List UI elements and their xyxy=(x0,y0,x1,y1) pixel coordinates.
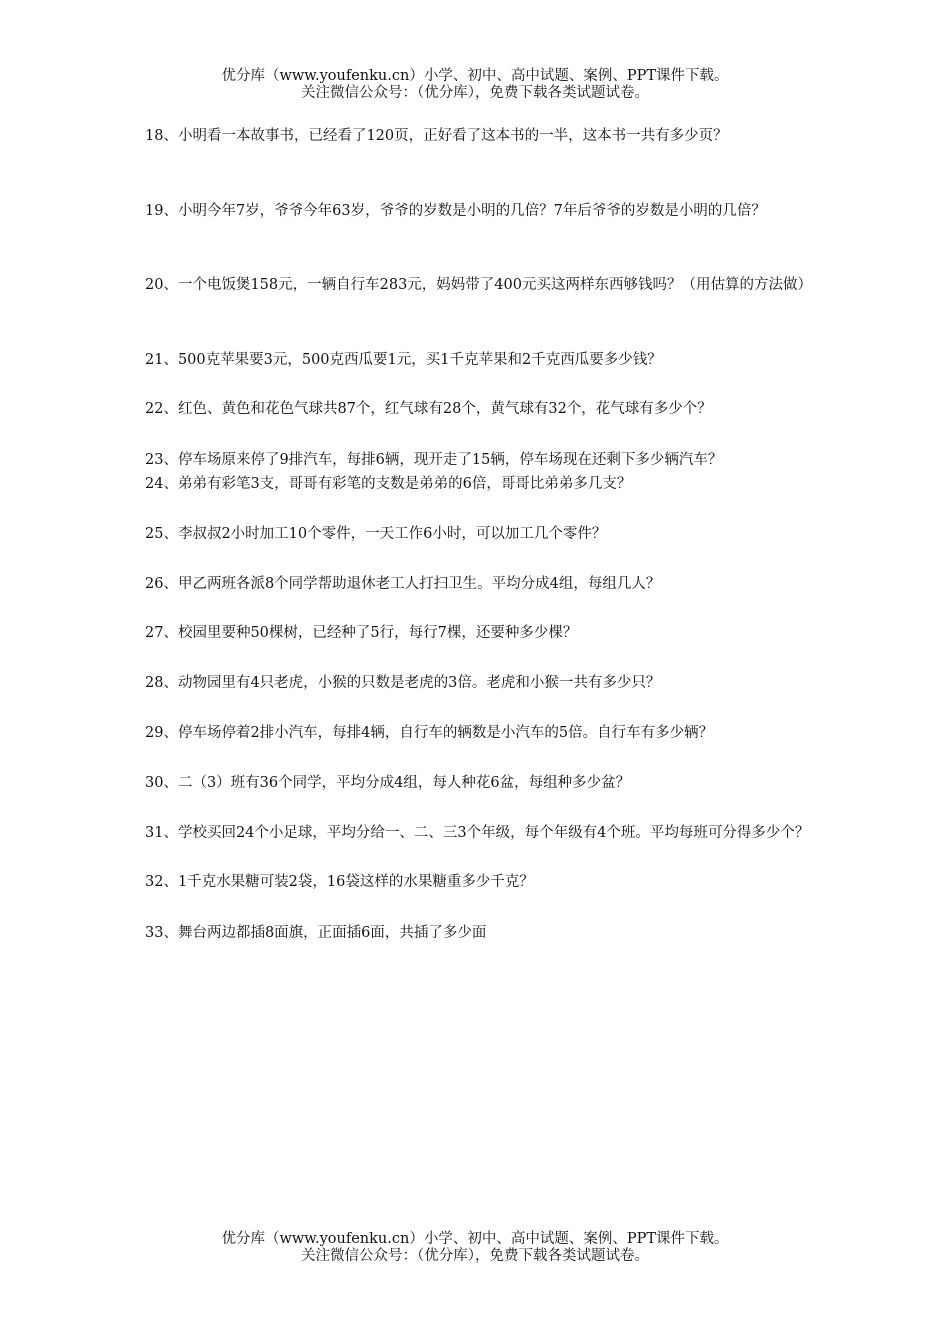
footer-line-2: 关注微信公众号：（优分库），免费下载各类试题试卷。 xyxy=(301,1248,649,1264)
header-line-1: 优分库（www.youfenku.cn）小学、初中、高中试题、案例、PPT课件下载。 xyxy=(221,68,729,84)
question-23: 23、停车场原来停了9排汽车，每排6辆，现开走了15辆，停车场现在还剩下多少辆汽车？ xyxy=(145,452,723,468)
question-31: 31、学校买回24个小足球，平均分给一、二、三3个年级，每个年级有4个班。平均每班可分得多少个？ xyxy=(145,825,810,841)
footer-line-1: 优分库（www.youfenku.cn）小学、初中、高中试题、案例、PPT课件下载。 xyxy=(221,1231,729,1247)
question-28: 28、动物园里有4只老虎，小猴的只数是老虎的3倍。老虎和小猴一共有多少只？ xyxy=(145,675,661,691)
question-24: 24、弟弟有彩笔3支，哥哥有彩笔的支数是弟弟的6倍，哥哥比弟弟多几支？ xyxy=(145,476,632,492)
page-header xyxy=(0,68,950,102)
question-30: 30、二（3）班有36个同学，平均分成4组，每人种花6盆，每组种多少盆？ xyxy=(145,775,631,791)
question-27: 27、校园里要种50棵树，已经种了5行，每行7棵，还要种多少棵？ xyxy=(145,625,578,641)
question-18: 18、小明看一本故事书，已经看了120页，正好看了这本书的一半，这本书一共有多少页？ xyxy=(145,128,728,144)
question-29: 29、停车场停着2排小汽车，每排4辆，自行车的辆数是小汽车的5倍。自行车有多少辆？ xyxy=(145,725,714,741)
question-33: 33、舞台两边都插8面旗，正面插6面，共插了多少面 xyxy=(145,925,487,941)
header-line-2: 关注微信公众号：（优分库），免费下载各类试题试卷。 xyxy=(301,85,649,101)
question-20: 20、一个电饭煲158元，一辆自行车283元，妈妈带了400元买这两样东西够钱吗？（用估算的方法做） xyxy=(145,277,812,293)
question-26: 26、甲乙两班各派8个同学帮助退休老工人打扫卫生。平均分成4组，每组几人？ xyxy=(145,576,661,592)
page-footer xyxy=(0,1231,950,1265)
question-19: 19、小明今年7岁，爷爷今年63岁，爷爷的岁数是小明的几倍？7年后爷爷的岁数是小明的几倍？ xyxy=(145,203,766,219)
question-21: 21、500克苹果要3元，500克西瓜要1元，买1千克苹果和2千克西瓜要多少钱？ xyxy=(145,352,662,368)
question-32: 32、1千克水果糖可装2袋，16袋这样的水果糖重多少千克？ xyxy=(145,874,534,890)
question-22: 22、红色、黄色和花色气球共87个，红气球有28个，黄气球有32个，花气球有多少个？ xyxy=(145,401,712,417)
question-25: 25、李叔叔2小时加工10个零件，一天工作6小时，可以加工几个零件？ xyxy=(145,526,607,542)
